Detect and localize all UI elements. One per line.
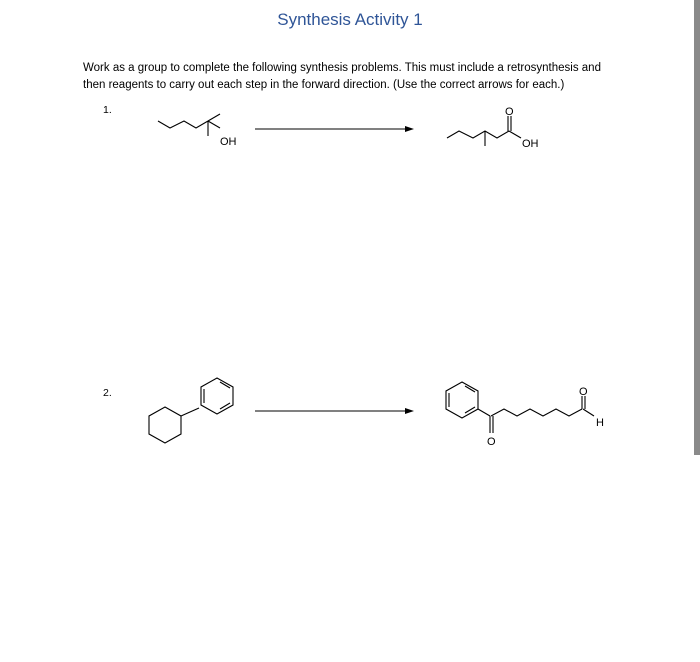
instructions-line-1: Work as a group to complete the following synthesis problems. This must include a retrosynthesis and bbox=[83, 62, 601, 74]
problem-1-start-oh-label: OH bbox=[220, 136, 237, 148]
vertical-scrollbar[interactable] bbox=[694, 0, 700, 455]
problem-2-starting-material bbox=[149, 378, 233, 443]
instructions-line-2: then reagents to carry out each step in the forward direction. (Use the correct arrows for each.) bbox=[83, 79, 565, 91]
problem-2-reaction-arrow bbox=[255, 408, 414, 414]
problem-2-product bbox=[446, 382, 594, 433]
document-title: Synthesis Activity 1 bbox=[277, 10, 423, 29]
problem-1-product-o-label: O bbox=[505, 106, 514, 118]
problem-2-ketone-o-label: O bbox=[487, 436, 496, 448]
problem-1-product-oh-label: OH bbox=[522, 138, 539, 150]
problem-1-number: 1. bbox=[103, 104, 112, 116]
problem-2-aldehyde-h-label: H bbox=[596, 417, 604, 429]
problem-2-number: 2. bbox=[103, 387, 112, 399]
problem-2-aldehyde-o-label: O bbox=[579, 386, 588, 398]
